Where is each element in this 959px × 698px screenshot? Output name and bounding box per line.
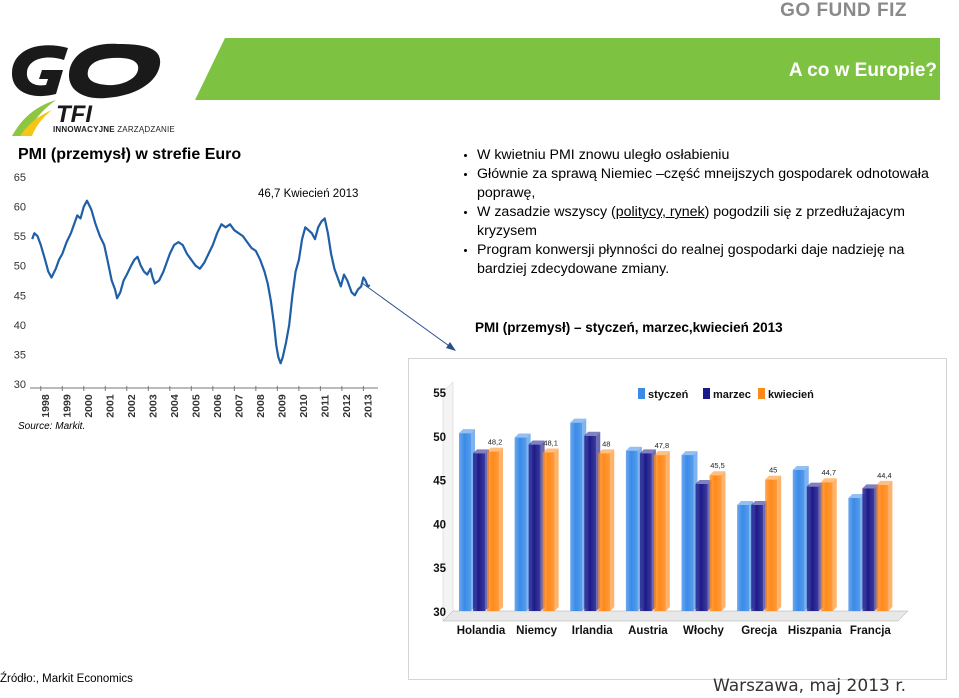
bar-side [833,478,837,611]
bar-kwiecień [543,452,555,611]
bar-marzec [640,453,652,611]
plot-floor [443,611,908,621]
legend-swatch-marzec [703,388,710,399]
bar-kwiecień [710,475,722,611]
x-tick-label: 2000 [82,394,95,418]
x-tick-label: 2011 [319,394,332,418]
bar-side [555,448,559,611]
y-tick-label: 30 [13,379,26,391]
y-tick-label: 60 [13,201,26,214]
data-label: 45,5 [710,461,725,471]
x-tick-label: 2003 [147,394,160,418]
data-label: 48,2 [487,437,503,447]
x-tick-label: 1999 [61,394,74,418]
data-label: 48,1 [543,438,558,448]
bar-kwiecień [765,480,777,611]
bar-side [722,471,726,611]
data-label: 44,7 [821,468,837,478]
y-tick-label: 50 [433,431,446,444]
pmi-line-series [32,201,370,364]
bullet-list [455,146,947,279]
go-tfi-logo [8,38,183,138]
y-tick-label: 35 [13,349,26,362]
x-tick-label: 2012 [340,394,353,418]
bar-styczeń [459,433,471,611]
x-tick-label: 2013 [362,394,375,418]
data-label: 44,4 [877,470,892,480]
data-label: 48 [602,439,611,449]
chart1-title: PMI (przemysł) w strefie Euro [18,146,242,163]
category-label: Hiszpania [787,625,842,637]
bar-marzec [696,484,708,611]
legend-label: kwiecień [768,389,814,401]
bar-side [666,451,670,611]
data-label: 47,8 [654,441,670,451]
bar-marzec [529,445,541,611]
bar-kwiecień [821,482,833,611]
x-tick-label: 2005 [190,394,203,418]
bar-kwiecień [654,455,666,611]
bar-marzec [807,487,819,611]
x-tick-label: 2006 [211,394,224,418]
pmi-countries-bar-chart [408,358,945,678]
pmi-euro-line-chart [0,160,400,440]
x-tick-label: 2008 [254,394,267,418]
underlined-text: politycy, rynek [615,204,705,220]
y-tick-label: 55 [433,388,446,400]
legend-swatch-styczeń [638,388,645,399]
plot-side-wall [443,382,453,621]
y-tick-label: 40 [13,319,26,332]
y-tick-label: 40 [433,519,446,532]
x-tick-label: 2010 [297,394,310,418]
y-tick-label: 50 [13,260,26,273]
bar-styczeń [515,438,527,611]
x-tick-label: 1998 [39,394,52,418]
y-tick-label: 45 [13,290,26,303]
bar-styczeń [793,470,805,611]
bar-marzec [584,436,596,611]
category-label: Holandia [456,625,506,637]
bar-marzec [751,505,763,611]
bullet-item: • Głównie za sprawą Niemiec –część mneijszych gospodarek odnotowała poprawę, [477,165,947,203]
category-label: Włochy [683,625,724,637]
bar-side [499,448,503,611]
chart1-annotation: 46,7 Kwiecień 2013 [258,188,359,200]
bar-kwiecień [598,453,610,611]
x-tick-label: 2001 [104,394,117,418]
bar-kwiecień [876,485,888,611]
bullet-text: W zasadzie wszyscy ( [477,204,616,220]
logo-tfi: TFI [56,101,92,128]
logo-tagline-light: ZARZĄDZANIE [117,125,175,134]
bar-marzec [862,488,874,611]
category-label: Grecja [741,625,778,637]
bar-styczeń [737,505,749,611]
bar-styczeń [626,451,638,611]
logo-letter-o [69,44,160,98]
y-tick-label: 45 [433,475,446,488]
x-tick-label: 2009 [276,394,289,418]
y-tick-label: 30 [433,607,446,619]
category-label: Francja [849,625,891,637]
bullet-text: ) pogodzili się z przedłużajacym kryzysem [477,204,905,239]
category-label: Niemcy [516,625,558,637]
x-tick-label: 2004 [168,394,181,418]
brand-name: GO FUND FIZ [780,0,907,21]
y-tick-label: 35 [433,563,446,576]
x-tick-label: 2002 [125,394,138,418]
arrow-head [446,342,456,351]
logo-tagline [53,125,175,134]
y-tick-label: 55 [13,231,26,244]
bullet-item [477,203,947,241]
bar-styczeń [682,455,694,611]
bullet-item: • Program konwersji płynności do realnej gospodarki daje nadzieję na bardziej zdecydowane zmiany. [477,241,947,279]
logo-letter-g [12,45,68,96]
chart1-source: Source: Markit. [18,421,86,432]
logo-tagline-bold: INNOWACYJNE [53,125,115,134]
banner-title: A co w Europie? [788,60,937,81]
legend-swatch-kwiecień [758,388,765,399]
bar-marzec [473,453,485,611]
bar-kwiecień [487,452,499,611]
bullet-item: • W kwietniu PMI znowu uległo osłabieniu [477,146,947,165]
bar-styczeń [848,498,860,611]
bar-side [777,476,781,611]
bar-side [888,481,892,611]
chart2-title: PMI (przemysł) – styczeń, marzec,kwiecień 2013 [475,320,783,335]
y-tick-label: 65 [13,172,26,184]
legend-label: styczeń [648,389,689,401]
bar-styczeń [570,423,582,611]
x-tick-label: 2007 [233,394,246,418]
legend-label: marzec [713,389,751,401]
bar-side [610,449,614,611]
category-label: Irlandia [571,625,613,637]
footer-source: Źródło:, Markit Economics [0,673,133,685]
data-label: 45 [768,465,778,475]
category-label: Austria [628,625,668,637]
footer-city-date: Warszawa, maj 2013 r. [713,676,907,696]
